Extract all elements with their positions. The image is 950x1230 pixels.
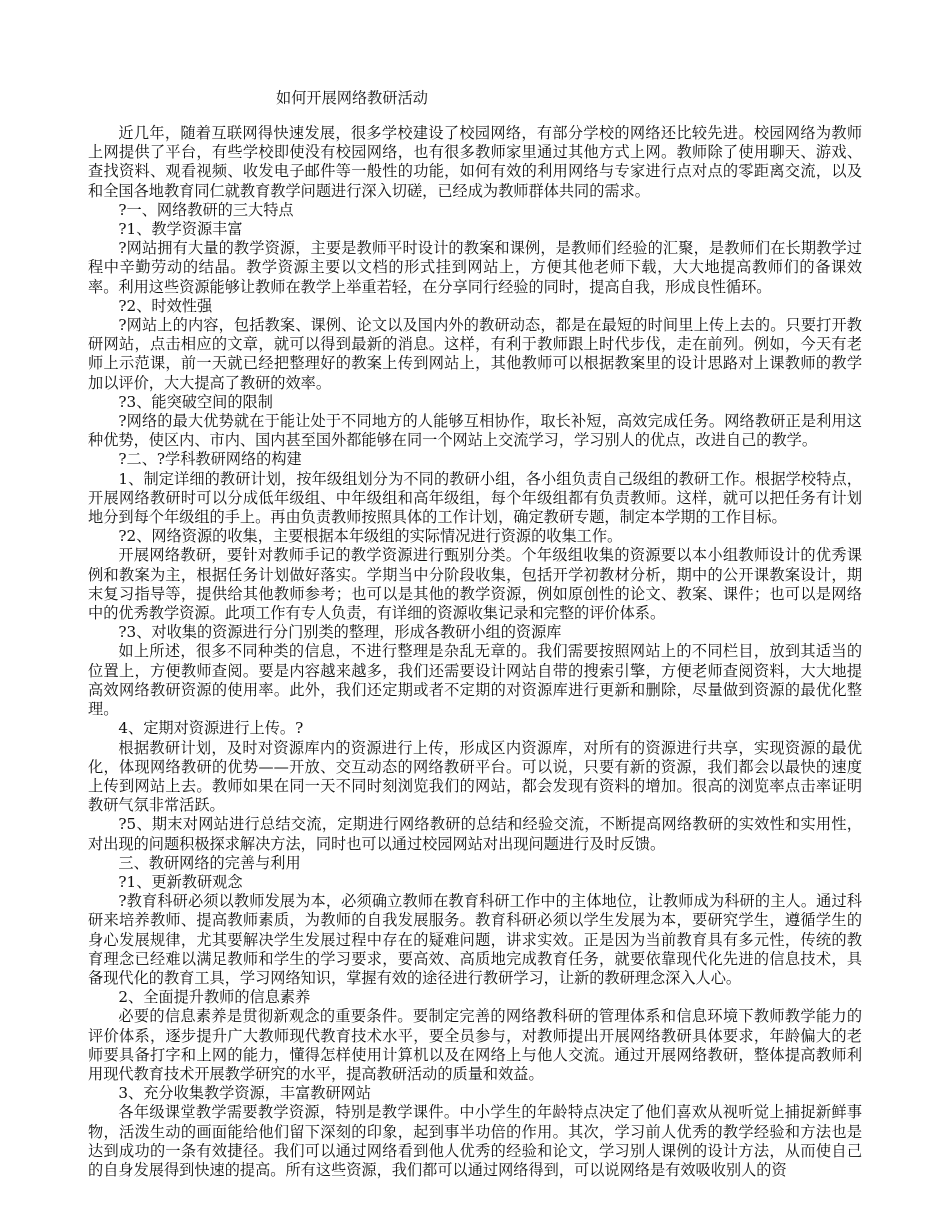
section-heading: 3、充分收集教学资源，丰富教研网站 <box>118 1084 372 1103</box>
section-heading: ?1、更新教研观念 <box>118 872 243 891</box>
body-paragraph: ?5、期末对网站进行总结交流，定期进行网络教研的总结和经验交流，不断提高网络教研的实效性和实用性，对出现的问题积极探求解决方法，同时也可以通过校园网站对出现问题进行及时反馈。 <box>88 815 862 853</box>
section-heading: 4、定期对资源进行上传。? <box>118 719 304 738</box>
body-paragraph: 各年级课堂教学需要教学资源，特别是教学课件。中小学生的年龄特点决定了他们喜欢从视听觉上捕捉新鲜事物，活泼生动的画面能给他们留下深刻的印象，起到事半功倍的作用。其次，学习前人优秀的教学经验和方法也是达到成功的一条有效捷径。我们可以通过网络看到他人优秀的经验和论文，学习别人课例的设计方法，从而使自己的自身发展得到快速的提高。所有这些资源，我们都可以通过网络得到，可以说网络是有效吸收别人的资 <box>88 1103 862 1179</box>
body-paragraph: 必要的信息素养是贯彻新观念的重要条件。要制定完善的网络教科研的管理体系和信息环境下教师教学能力的评价体系，逐步提升广大教师现代教育技术水平，要全员参与，对教师提出开展网络教研具体要求，年龄偏大的老师要具备打字和上网的能力，懂得怎样使用计算机以及在网络上与他人交流。通过开展网络教研，整体提高教师利用现代教育技术开展教学研究的水平，提高教研活动的质量和效益。 <box>88 1007 862 1083</box>
document-body <box>88 124 862 1180</box>
section-heading: ?二、?学科教研网络的构建 <box>118 450 302 469</box>
body-paragraph: 近几年，随着互联网得快速发展，很多学校建设了校园网络，有部分学校的网络还比较先进。校园网络为教师上网提供了平台，有些学校即使没有校园网络，也有很多教师家里通过其他方式上网。教师除了使用聊天、游戏、查找资料、观看视频、收发电子邮件等一般性的功能，如何有效的利用网络与专家进行点对点的零距离交流，以及和全国各地教育同仁就教育教学问题进行深入切磋，已经成为教师群体共同的需求。 <box>88 124 862 200</box>
section-heading: ?2、时效性强 <box>118 296 213 315</box>
body-paragraph: ?网站上的内容，包括教案、课例、论文以及国内外的教研动态，都是在最短的时间里上传上去的。只要打开教研网站，点击相应的文章，就可以得到最新的消息。这样，有利于教师跟上时代步伐，走在前列。例如，今天有老师上示范课，前一天就已经把整理好的教案上传到网站上，其他教师可以根据教案里的设计思路对上课教师的教学加以评价，大大提高了教研的效率。 <box>88 316 862 392</box>
section-heading: ?一、网络教研的三大特点 <box>118 200 294 219</box>
body-paragraph: 根据教研计划，及时对资源库内的资源进行上传，形成区内资源库，对所有的资源进行共享，实现资源的最优化，体现网络教研的优势——开放、交互动态的网络教研平台。可以说，只要有新的资源，我们都会以最快的速度上传到网站上去。教师如果在同一天不同时刻浏览我们的网站，都会发现有资料的增加。很高的浏览率点击率证明教研气氛非常活跃。 <box>88 738 862 815</box>
section-heading: 三、教研网络的完善与利用 <box>118 853 301 872</box>
body-paragraph: 开展网络教研，要针对教师手记的教学资源进行甄别分类。个年级组收集的资源要以本小组教师设计的优秀课例和教案为主，根据任务计划做好落实。学期当中分阶段收集，包括开学初教材分析，期中的公开课教案设计，期末复习指导等，提供给其他教师参考；也可以是其他的教学资源，例如原创性的论文、教案、课件；也可以是网络中的优秀教学资源。此项工作有专人负责，有详细的资源收集记录和完整的评价体系。 <box>88 546 862 623</box>
body-paragraph: ?网站拥有大量的教学资源，主要是教师平时设计的教案和课例，是教师们经验的汇聚，是教师们在长期教学过程中辛勤劳动的结晶。教学资源主要以文档的形式挂到网站上，方便其他老师下载，大大地提高教师们的备课效率。利用这些资源能够让教师在教学上举重若轻，在分享同行经验的同时，提高自我，形成良性循环。 <box>88 239 862 296</box>
body-paragraph: ?网络的最大优势就在于能让处于不同地方的人能够互相协作，取长补短，高效完成任务。网络教研正是利用这种优势，使区内、市内、国内甚至国外都能够在同一个网站上交流学习，学习别人的优点，改进自己的教学。 <box>88 412 862 450</box>
section-heading: ?1、教学资源丰富 <box>118 220 243 239</box>
section-heading: ?3、能突破空间的限制 <box>118 392 273 411</box>
body-paragraph: 如上所述，很多不同种类的信息，不进行整理是杂乱无章的。我们需要按照网站上的不同栏目，放到其适当的位置上，方便教师查阅。要是内容越来越多，我们还需要设计网站自带的搜索引擎，方便老师查阅资料，大大地提高效网络教研资源的使用率。此外，我们还定期或者不定期的对资源库进行更新和删除，尽量做到资源的最优化整理。 <box>88 642 862 719</box>
section-heading: 2、全面提升教师的信息素养 <box>118 988 311 1007</box>
section-heading: ?2、网络资源的收集，主要根据本年级组的实际情况进行资源的收集工作。 <box>118 527 623 546</box>
body-paragraph: 1、制定详细的教研计划，按年级组划分为不同的教研小组，各小组负责自己级组的教研工作。根据学校特点，开展网络教研时可以分成低年级组、中年级组和高年级组，每个年级组都有负责教师。这样，就可以把任务有计划地分到每个年级组的手上。再由负责教师按照具体的工作计划，确定教研专题，制定本学期的工作目标。 <box>88 469 862 527</box>
body-paragraph: ?教育科研必须以教师发展为本，必须确立教师在教育科研工作中的主体地位，让教师成为科研的主人。通过科研来培养教师、提高教师素质，为教师的自我发展服务。教育科研必须以学生发展为本，要研究学生，遵循学生的身心发展规律，尤其要解决学生发展过程中存在的疑难问题，讲求实效。正是因为当前教育具有多元性，传统的教育理念已经难以满足教师和学生的学习要求，要高效、高质地完成教育任务，就要依靠现代化先进的信息技术，具备现代化的教育工具，学习网络知识，掌握有效的途径进行教研学习，让新的教研理念深入人心。 <box>88 892 862 987</box>
document-title: 如何开展网络教研活动 <box>276 89 428 107</box>
section-heading: ?3、对收集的资源进行分门别类的整理，形成各教研小组的资源库 <box>118 623 562 642</box>
